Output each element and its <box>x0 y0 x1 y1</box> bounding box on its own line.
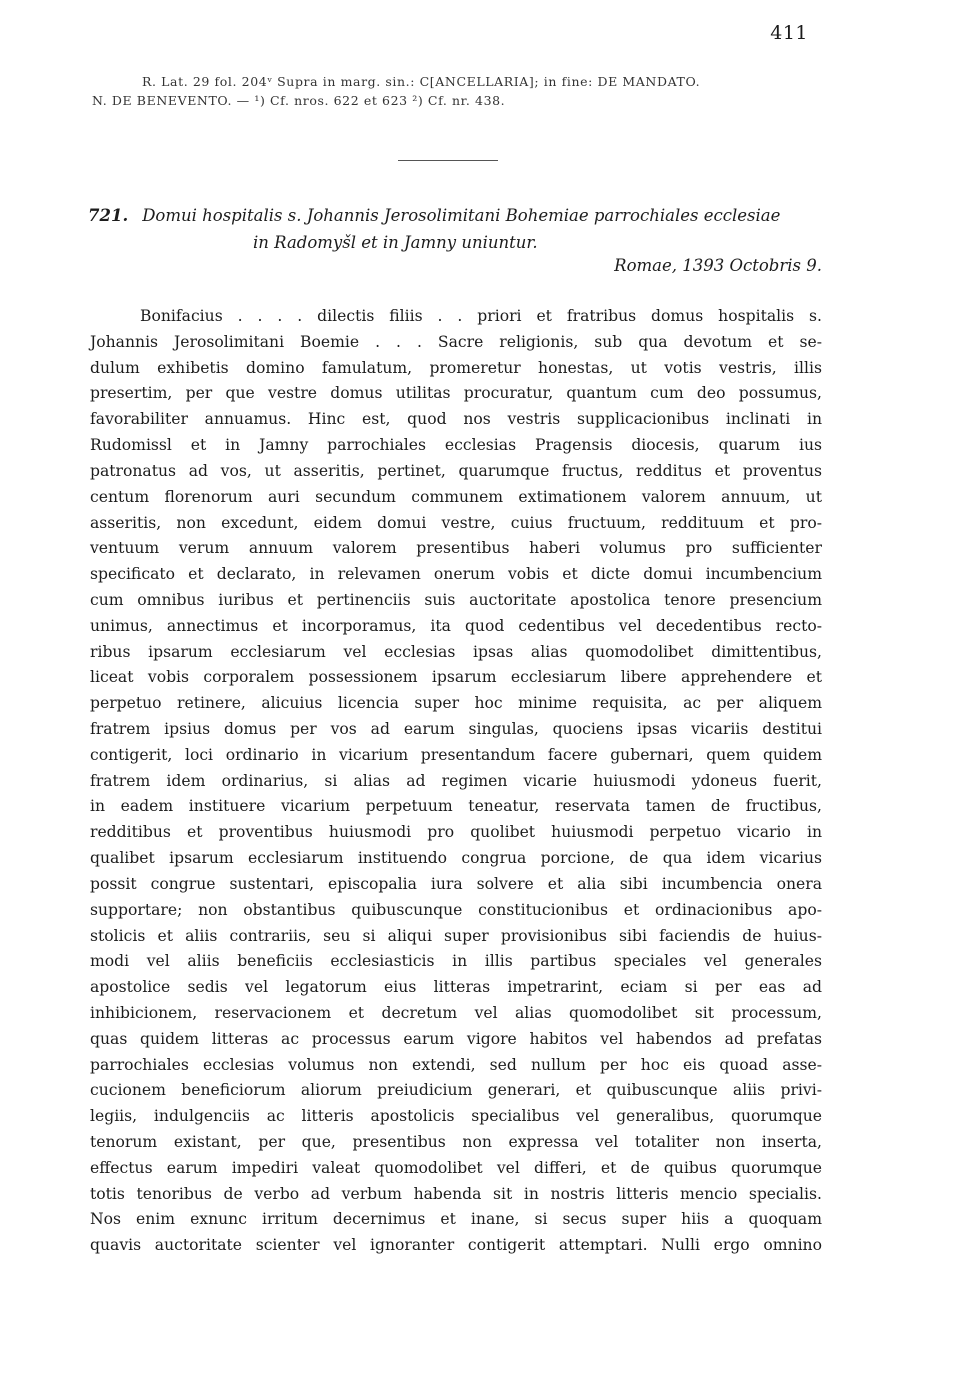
body-line: presertim, per que vestre domus utilitas procuratur, quantum cum deo possumus, <box>90 384 822 403</box>
body-line: effectus earum impediri valeat quomodolibet vel differi, et de quibus quorumque <box>90 1158 822 1177</box>
dateline: Romae, 1393 Octobris 9. <box>614 256 822 275</box>
body-line: fratrem idem ordinarius, si alias ad regimen vicarie huiusmodi ydoneus fuerit, <box>90 771 822 790</box>
body-line: ventuum verum annuum valorem presentibus haberi volumus pro sufficienter <box>90 539 822 558</box>
body-line: perpetuo retinere, alicuius licencia super hoc minime requisita, ac per aliquem <box>90 694 822 713</box>
body-line: in eadem instituere vicarium perpetuum teneatur, reservata tamen de fructibus, <box>90 797 822 816</box>
body-line: qualibet ipsarum ecclesiarum instituendo congrua porcione, de qua idem vicarius <box>90 849 822 868</box>
body-line: centum florenorum auri secundum communem extimationem valorem annuum, ut <box>90 487 822 506</box>
body-line: specificato et declarato, in relevamen onerum vobis et dicte domui incumbencium <box>90 565 822 584</box>
footnote-line: R. Lat. 29 fol. 204ᵛ Supra in marg. sin.: C[ANCELLARIA]; in fine: DE MANDATO. <box>142 74 701 89</box>
body-line: apostolice sedis vel legatorum eius litteras impetrarint, eciam si per eas ad <box>90 978 822 997</box>
body-line: stolicis et aliis contrariis, seu si aliqui super provisionibus sibi faciendis de huius- <box>90 926 822 945</box>
body-line: unimus, annectimus et incorporamus, ita quod cedentibus vel decedentibus recto- <box>90 616 822 635</box>
body-line: quas quidem litteras ac processus earum vigore habitos vel habendos ad prefatas <box>90 1029 822 1048</box>
document-heading <box>88 202 824 256</box>
heading-line-1: Domui hospitalis s. Johannis Jerosolimitani Bohemiae parrochiales ecclesiae <box>142 206 781 225</box>
body-line: Rudomissl et in Jamny parrochiales ecclesias Pragensis diocesis, quarum ius <box>90 436 822 455</box>
section-separator <box>398 160 498 161</box>
body-line: fratrem ipsius domus per vos ad earum singulas, quociens ipsas vicariis destitui <box>90 720 822 738</box>
document-number: 721. <box>88 206 129 225</box>
body-line: legiis, indulgenciis ac litteris apostolicis specialibus vel generalibus, quorumque <box>90 1107 822 1126</box>
footnote-block <box>92 72 822 110</box>
body-line: cum omnibus iuribus et pertinenciis suis auctoritate apostolica tenore presencium <box>90 590 822 609</box>
body-line: inhibicionem, reservacionem et decretum vel alias quomodolibet sit processum, <box>90 1003 822 1022</box>
page-number: 411 <box>770 22 808 44</box>
body-text <box>90 304 822 1259</box>
body-line: supportare; non obstantibus quibuscunque constitucionibus et ordinacionibus apo- <box>90 900 822 919</box>
body-line: redditibus et proventibus huiusmodi pro quolibet huiusmodi perpetuo vicario in <box>90 823 822 842</box>
body-line: modi vel aliis beneficiis ecclesiasticis in illis partibus speciales vel generales <box>90 952 822 971</box>
body-line: liceat vobis corporalem possessionem ipsarum ecclesiarum libere apprehendere et <box>90 668 822 687</box>
body-line: contigerit, loci ordinario in vicarium presentandum facere gubernari, quem quidem <box>90 745 822 764</box>
body-line: dulum exhibetis domino famulatum, promeretur honestas, ut votis vestris, illis <box>90 358 822 377</box>
body-line: Bonifacius . . . . dilectis filiis . . priori et fratribus domus hospitalis s. <box>140 307 822 325</box>
body-line: cucionem beneficiorum aliorum preiudicium generari, et quibuscunque aliis privi- <box>90 1081 822 1100</box>
footnote-line: N. DE BENEVENTO. — ¹) Cf. nros. 622 et 623 ²) Cf. nr. 438. <box>92 93 506 108</box>
body-line: quavis auctoritate scienter vel ignoranter contigerit attemptari. Nulli ergo omnino <box>90 1236 822 1255</box>
body-line: totis tenoribus de verbo ad verbum habenda sit in nostris litteris mencio specialis. <box>90 1184 822 1203</box>
body-line: patronatus ad vos, ut asseritis, pertinet, quarumque fructus, redditus et proventus <box>90 461 822 480</box>
body-line: ribus ipsarum ecclesiarum vel ecclesias ipsas alias quomodolibet dimittentibus, <box>90 642 822 661</box>
body-line: tenorum existant, per que, presentibus non expressa vel totaliter non inserta, <box>90 1133 822 1151</box>
heading-line-2: in Radomyšl et in Jamny uniuntur. <box>253 233 538 252</box>
body-line: asseritis, non excedunt, eidem domui vestre, cuius fructuum, reddituum et pro- <box>90 513 822 532</box>
body-line: possit congrue sustentari, episcopalia iura solvere et alia sibi incumbencia onera <box>90 874 822 893</box>
body-line: Johannis Jerosolimitani Boemie . . . Sacre religionis, sub qua devotum et se- <box>90 332 822 351</box>
body-line: parrochiales ecclesias volumus non extendi, sed nullum per hoc eis quoad asse- <box>90 1055 822 1074</box>
body-line: favorabiliter annuamus. Hinc est, quod nos vestris supplicacionibus inclinati in <box>90 410 822 429</box>
body-line: Nos enim exnunc irritum decernimus et inane, si secus super hiis a quoquam <box>90 1210 822 1229</box>
